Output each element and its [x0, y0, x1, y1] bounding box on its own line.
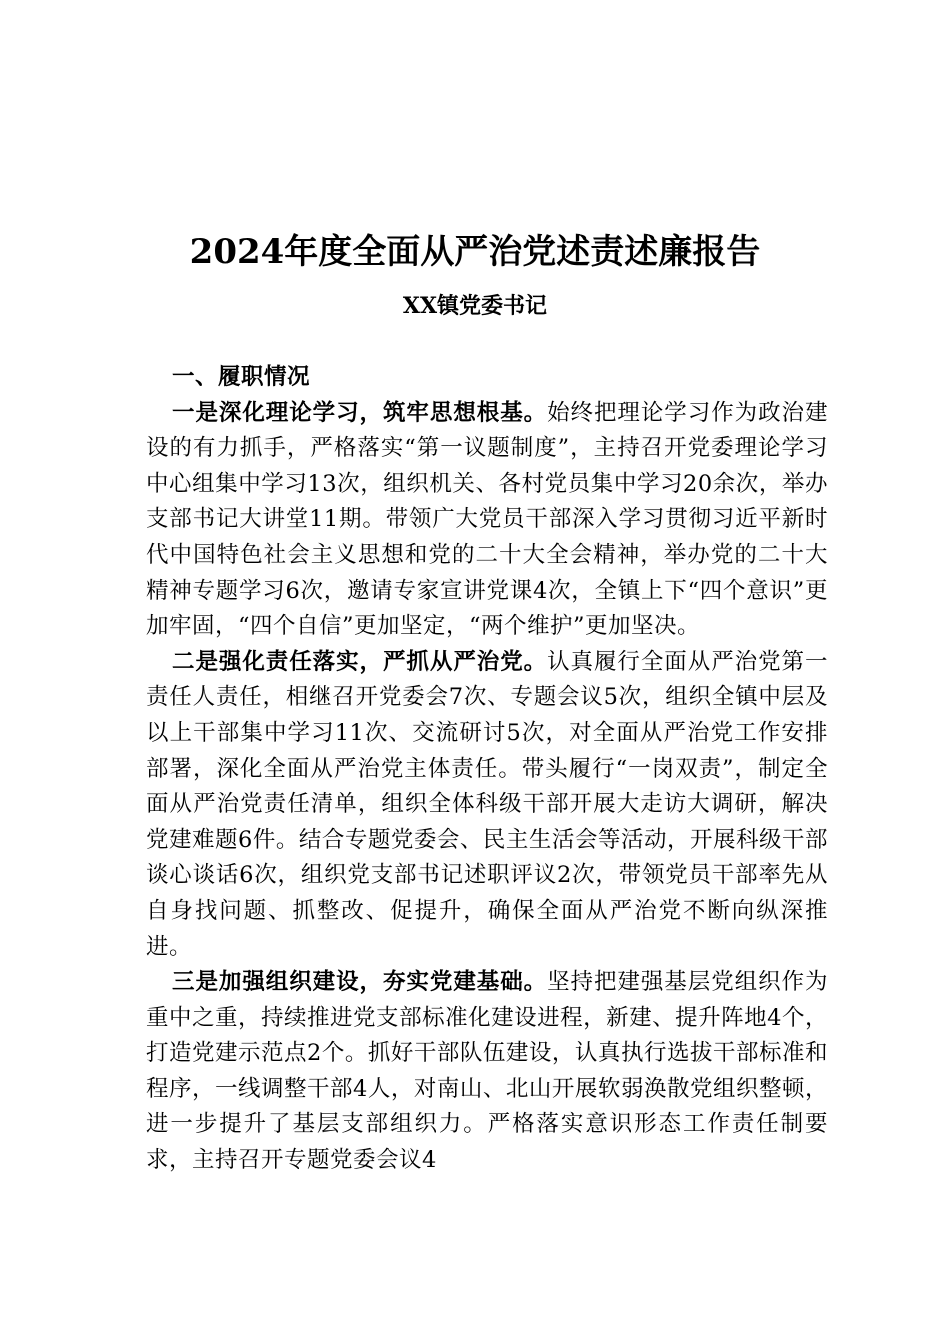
- paragraph-2-lead: 二是强化责任落实，严抓从严治党。: [172, 648, 548, 675]
- document-author: XX镇党委书记: [402, 293, 548, 319]
- paragraph-3: [146, 965, 828, 1179]
- paragraph-1: [146, 396, 828, 645]
- document-body: [146, 360, 828, 1179]
- paragraph-1-text: 始终把理论学习作为政治建设的有力抓手，严格落实“第一议题制度”，主持召开党委理论学习中心组集中学习13次，组织机关、各村党员集中学习20余次，举办支部书记大讲堂11期。带领广大党员干部深入学习贯彻习近平新时代中国特色社会主义思想和党的二十大全会精神，举办党的二十大精神专题学习6次，邀请专家宣讲党课4次，全镇上下“四个意识”更加牢固，“四个自信”更加坚定，“两个维护”更加坚决。: [146, 399, 828, 640]
- section-heading: 一、履职情况: [172, 364, 311, 390]
- paragraph-2-text: 认真履行全面从严治党第一责任人责任，相继召开党委会7次、专题会议5次，组织全镇中层及以上干部集中学习11次、交流研讨5次，对全面从严治党工作安排部署，深化全面从严治党主体责任。带头履行“一岗双责”，制定全面从严治党责任清单，组织全体科级干部开展大走访大调研，解决党建难题6件。结合专题党委会、民主生活会等活动，开展科级干部谈心谈话6次，组织党支部书记述职评议2次，带领党员干部率先从自身找问题、抓整改、促提升，确保全面从严治党不断向纵深推进。: [146, 648, 828, 960]
- paragraph-3-text: 坚持把建强基层党组织作为重中之重，持续推进党支部标准化建设进程，新建、提升阵地4个，打造党建示范点2个。抓好干部队伍建设，认真执行选拔干部标准和程序，一线调整干部4人，对南山、北山开展软弱涣散党组织整顿，进一步提升了基层支部组织力。严格落实意识形态工作责任制要求，主持召开专题党委会议4: [146, 969, 828, 1174]
- paragraph-1-lead: 一是深化理论学习，筑牢思想根基。: [172, 399, 548, 426]
- document-title: 2024年度全面从严治党述责述廉报告: [189, 232, 761, 272]
- paragraph-3-lead: 三是加强组织建设，夯实党建基础。: [172, 969, 548, 996]
- paragraph-2: [146, 645, 828, 965]
